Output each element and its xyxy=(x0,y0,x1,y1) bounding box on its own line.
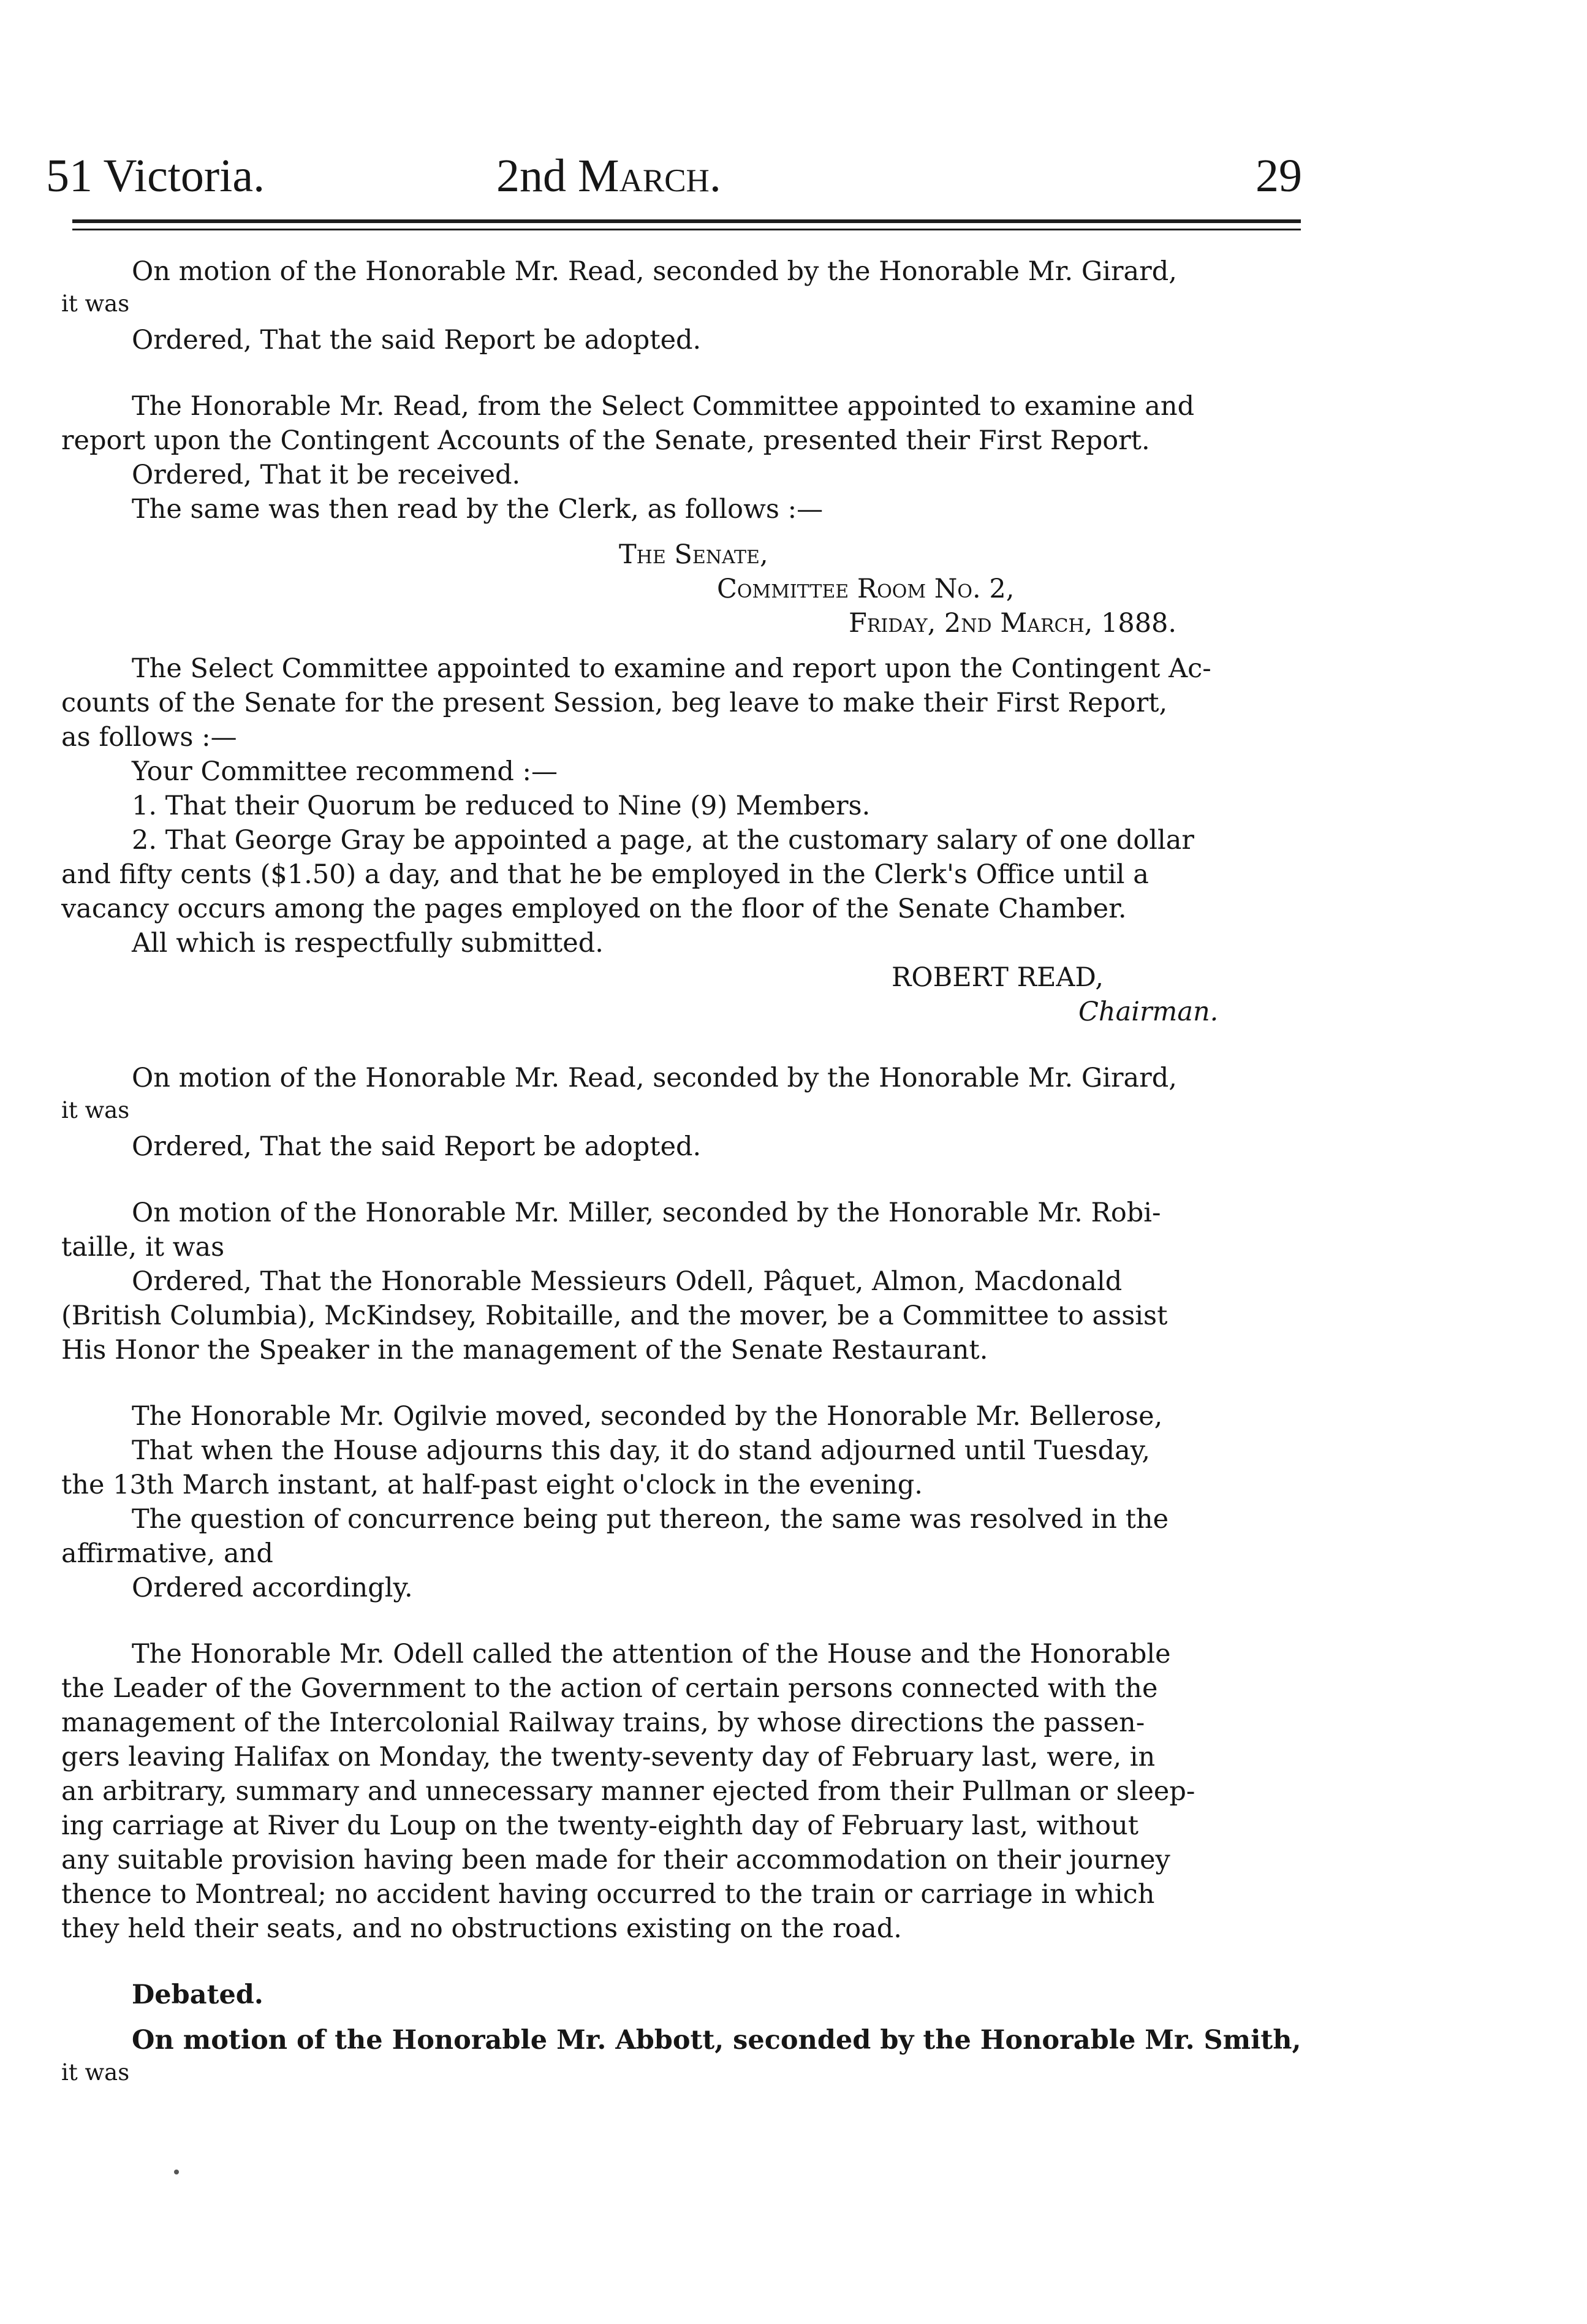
statement-line: the Leader of the Government to the action of certain persons connected with the xyxy=(61,1673,1158,1704)
header-date-month: March. xyxy=(578,150,721,202)
motion-adopt-report-2 xyxy=(61,1063,1311,1166)
report-submitted: All which is respectfully submitted. xyxy=(132,928,604,959)
ordered-line: Ordered accordingly. xyxy=(132,1573,413,1603)
report-item: vacancy occurs among the pages employed on the floor of the Senate Chamber. xyxy=(61,894,1127,924)
volume-label: 51 Victoria. xyxy=(46,150,265,202)
header-date-day: 2nd xyxy=(496,150,578,202)
motion-line: it was xyxy=(61,2059,130,2086)
statement-line: any suitable provision having been made for their accommodation on their journey xyxy=(61,1845,1170,1875)
report-line: The Select Committee appointed to examine and report upon the Contingent Ac- xyxy=(132,653,1211,684)
ordered-line: (British Columbia), McKindsey, Robitaille, and the mover, be a Committee to assist xyxy=(61,1301,1168,1331)
page-blemish xyxy=(174,2170,179,2174)
ordered-line: Ordered, That the said Report be adopted. xyxy=(132,325,702,355)
motion-line: That when the House adjourns this day, it do stand adjourned until Tuesday, xyxy=(132,1435,1150,1466)
debated-label: Debated. xyxy=(132,1980,263,2010)
motion-line: On motion of the Honorable Mr. Abbott, seconded by the Honorable Mr. Smith, xyxy=(132,2025,1301,2056)
statement-line: thence to Montreal; no accident having occurred to the train or carriage in which xyxy=(61,1879,1155,1910)
page-header xyxy=(46,142,1302,210)
report-item: and fifty cents ($1.50) a day, and that he be employed in the Clerk's Office until a xyxy=(61,859,1149,890)
motion-line: it was xyxy=(61,1097,130,1123)
report-line: as follows :— xyxy=(61,722,237,753)
header-rule-thin xyxy=(72,229,1301,230)
ordered-line: Ordered, That the said Report be adopted. xyxy=(132,1131,702,1162)
odell-statement xyxy=(61,1639,1311,1948)
report-presented xyxy=(61,391,1311,528)
ordered-line: His Honor the Speaker in the management of the Senate Restaurant. xyxy=(61,1335,988,1365)
report-date: Friday, 2nd March, 1888. xyxy=(849,608,1177,639)
report-item: 1. That their Quorum be reduced to Nine (9) Members. xyxy=(132,791,871,821)
statement-line: management of the Intercolonial Railway trains, by whose directions the passen- xyxy=(61,1707,1145,1738)
motion-line: taille, it was xyxy=(61,1232,225,1263)
motion-line: the 13th March instant, at half-past eight o'clock in the evening. xyxy=(61,1470,923,1500)
motion-line: On motion of the Honorable Mr. Read, seconded by the Honorable Mr. Girard, xyxy=(132,256,1177,287)
statement-line: The Honorable Mr. Odell called the attention of the House and the Honorable xyxy=(132,1639,1171,1669)
report-signer-title: Chairman. xyxy=(1078,997,1219,1027)
motion-adjournment xyxy=(61,1401,1311,1607)
statement-line: gers leaving Halifax on Monday, the twenty-seventy day of February last, were, in xyxy=(61,1742,1156,1772)
report-line: The Honorable Mr. Read, from the Select Committee appointed to examine and xyxy=(132,391,1195,422)
page-number: 29 xyxy=(1256,150,1302,202)
committee-report xyxy=(61,653,1311,1031)
motion-line: On motion of the Honorable Mr. Read, seconded by the Honorable Mr. Girard, xyxy=(132,1063,1177,1093)
report-line: report upon the Contingent Accounts of the Senate, presented their First Report. xyxy=(61,425,1150,456)
statement-line: they held their seats, and no obstructions existing on the road. xyxy=(61,1913,902,1944)
report-heading xyxy=(61,539,1311,642)
report-senate: The Senate, xyxy=(619,539,768,570)
motion-line: affirmative, and xyxy=(61,1538,273,1569)
report-line: Your Committee recommend :— xyxy=(132,756,558,787)
report-room: Committee Room No. 2, xyxy=(717,574,1015,604)
motion-line: On motion of the Honorable Mr. Miller, seconded by the Honorable Mr. Robi- xyxy=(132,1198,1161,1228)
ordered-line: Ordered, That the Honorable Messieurs Odell, Pâquet, Almon, Macdonald xyxy=(132,1266,1123,1297)
motion-restaurant-committee xyxy=(61,1198,1311,1369)
read-line: The same was then read by the Clerk, as follows :— xyxy=(132,494,824,525)
header-date xyxy=(496,142,721,210)
report-item: 2. That George Gray be appointed a page, at the customary salary of one dollar xyxy=(132,825,1194,856)
motion-line: it was xyxy=(61,290,130,317)
motion-final xyxy=(61,2025,1311,2094)
ordered-line: Ordered, That it be received. xyxy=(132,460,521,490)
report-signer: ROBERT READ, xyxy=(892,962,1104,993)
motion-line: The question of concurrence being put thereon, the same was resolved in the xyxy=(132,1504,1169,1535)
motion-adopt-report-1 xyxy=(61,256,1311,359)
report-line: counts of the Senate for the present Session, beg leave to make their First Report, xyxy=(61,688,1168,718)
header-rule-thick xyxy=(72,219,1301,223)
statement-line: ing carriage at River du Loup on the twenty-eighth day of February last, without xyxy=(61,1810,1139,1841)
motion-line: The Honorable Mr. Ogilvie moved, seconded by the Honorable Mr. Bellerose, xyxy=(132,1401,1163,1432)
statement-line: an arbitrary, summary and unnecessary manner ejected from their Pullman or sleep- xyxy=(61,1776,1195,1807)
journal-body xyxy=(61,256,1311,2094)
